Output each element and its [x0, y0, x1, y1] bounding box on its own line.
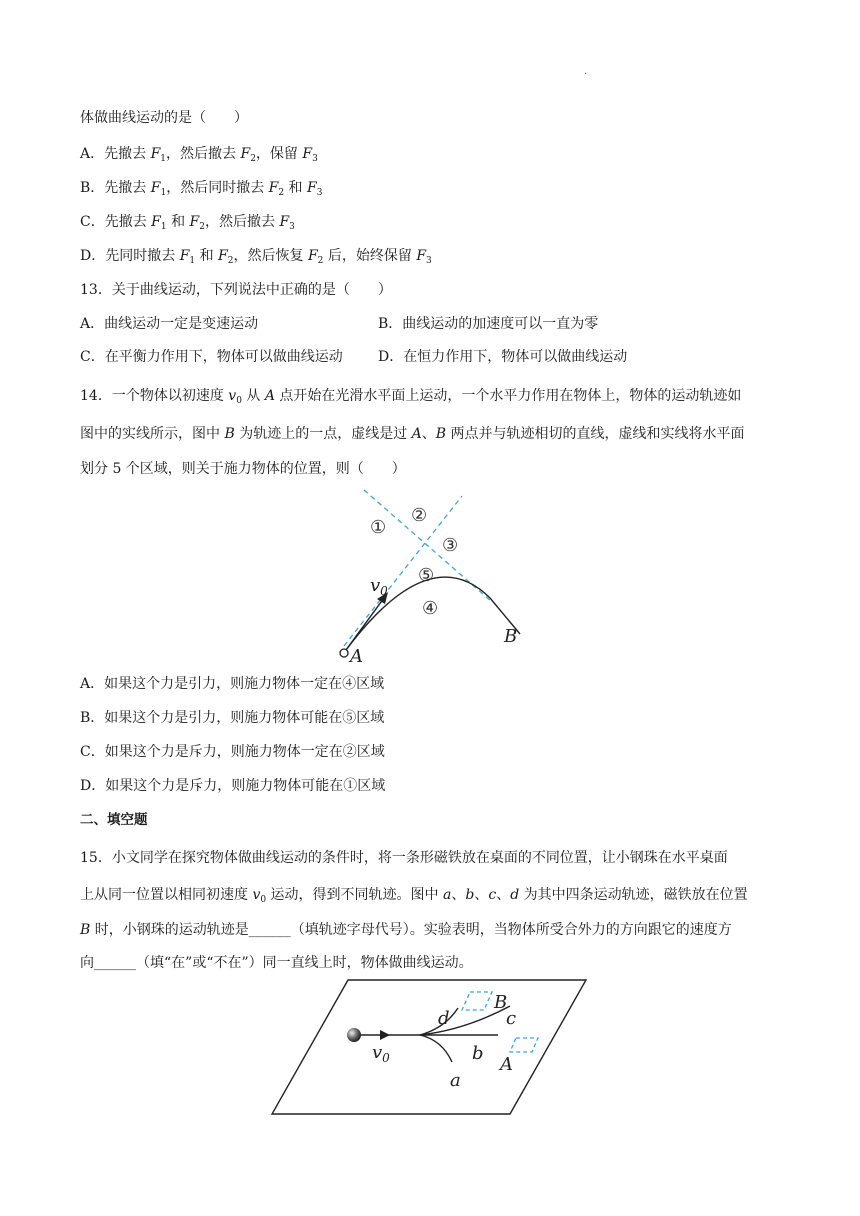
- q14-option-c[interactable]: C．如果这个力是斥力，则施力物体一定在②区域: [80, 744, 385, 760]
- q12-option-a[interactable]: A．先撤去 $F_1$，然后撤去 $F_2$，保留 $F_3$: [80, 146, 318, 164]
- q14-option-a[interactable]: A．如果这个力是引力，则施力物体一定在④区域: [80, 676, 385, 692]
- answer-blank-2[interactable]: ______: [94, 955, 136, 971]
- tabletop-outline: [272, 980, 586, 1114]
- q14-option-d[interactable]: D．如果这个力是斥力，则施力物体可能在①区域: [80, 778, 386, 794]
- q15-stem-line-2: 上从同一位置以相同初速度 $v_0$ 运动，得到不同轨迹。图中 a、b、c、d 为其中四条运动轨迹，磁铁放在位置: [80, 887, 748, 905]
- q14-stem-line-2: 图中的实线所示，图中 B 为轨迹上的一点，虚线是过 A、B 两点并与轨迹相切的直线，虚线和实线将水平面: [80, 426, 745, 442]
- q13-option-d[interactable]: D．在恒力作用下，物体可以做曲线运动: [378, 349, 628, 365]
- label-magnet-a: A: [500, 1054, 513, 1075]
- label-b: b: [472, 1043, 484, 1064]
- start-point-icon: [340, 649, 348, 657]
- region-label-4: ④: [422, 598, 439, 619]
- q14-stem-line-1: 14．一个物体以初速度 $v_0$ 从 A 点开始在光滑水平面上运动，一个水平力作用在物体上，物体的运动轨迹如: [80, 388, 742, 406]
- q13-option-b[interactable]: B．曲线运动的加速度可以一直为零: [378, 316, 599, 332]
- q12-option-d[interactable]: D．先同时撤去 $F_1$ 和 $F_2$，然后恢复 $F_2$ 后，始终保留 $F_3$: [80, 248, 432, 266]
- magnet-position-b: [462, 992, 492, 1010]
- q13-stem: 13．关于曲线运动，下列说法中正确的是（ ）: [80, 282, 392, 298]
- point-a-label: A: [350, 646, 363, 666]
- q12-option-b[interactable]: B．先撤去 $F_1$，然后同时撤去 $F_2$ 和 $F_3$: [80, 180, 323, 198]
- tangent-line-a: [344, 496, 462, 646]
- q13-option-c[interactable]: C．在平衡力作用下，物体可以做曲线运动: [80, 349, 343, 365]
- label-magnet-b: B: [494, 992, 508, 1013]
- q12-stem-tail: 体做曲线运动的是（ ）: [80, 110, 248, 126]
- velocity-arrow-icon: [380, 1030, 390, 1040]
- q14-option-b[interactable]: B．如果这个力是引力，则施力物体可能在⑤区域: [80, 710, 385, 726]
- q15-magnet-figure: [270, 978, 592, 1118]
- q15-stem-line-3: B 时，小钢珠的运动轨迹是______（填轨迹字母代号）。实验表明，当物体所受合外力的方向跟它的速度方: [80, 922, 732, 938]
- point-b-label: B: [504, 626, 518, 647]
- q13-option-a[interactable]: A．曲线运动一定是变速运动: [80, 316, 259, 332]
- label-d: d: [438, 1008, 450, 1029]
- label-c: c: [506, 1008, 517, 1029]
- answer-blank-1[interactable]: ______: [248, 922, 291, 938]
- region-label-2: ②: [411, 505, 428, 526]
- section-title-fill-blank: 二、填空题: [80, 812, 148, 828]
- velocity-label: $v_0$: [372, 1042, 390, 1065]
- region-label-5: ⑤: [418, 565, 435, 586]
- header-mark: .: [584, 66, 588, 77]
- q15-stem-line-4: 向______（填“在”或“不在”）同一直线上时，物体做曲线运动。: [80, 955, 473, 971]
- label-a: a: [450, 1070, 461, 1091]
- q14-stem-line-3: 划分 5 个区域，则关于施力物体的位置，则（ ）: [80, 461, 406, 477]
- steel-ball-icon: [347, 1028, 361, 1042]
- region-label-1: ①: [370, 517, 387, 538]
- q14-trajectory-figure: [330, 486, 540, 666]
- trajectory-a: [420, 1035, 452, 1062]
- q15-stem-line-1: 15．小文同学在探究物体做曲线运动的条件时，将一条形磁铁放在桌面的不同位置，让小钢珠在水平桌面: [80, 850, 728, 866]
- region-label-3: ③: [442, 535, 459, 556]
- q12-option-c[interactable]: C．先撤去 $F_1$ 和 $F_2$，然后撤去 $F_3$: [80, 214, 295, 232]
- magnet-position-a: [510, 1038, 538, 1052]
- velocity-arrow-shaft: [346, 598, 384, 650]
- velocity-label: $v_0$: [370, 575, 388, 598]
